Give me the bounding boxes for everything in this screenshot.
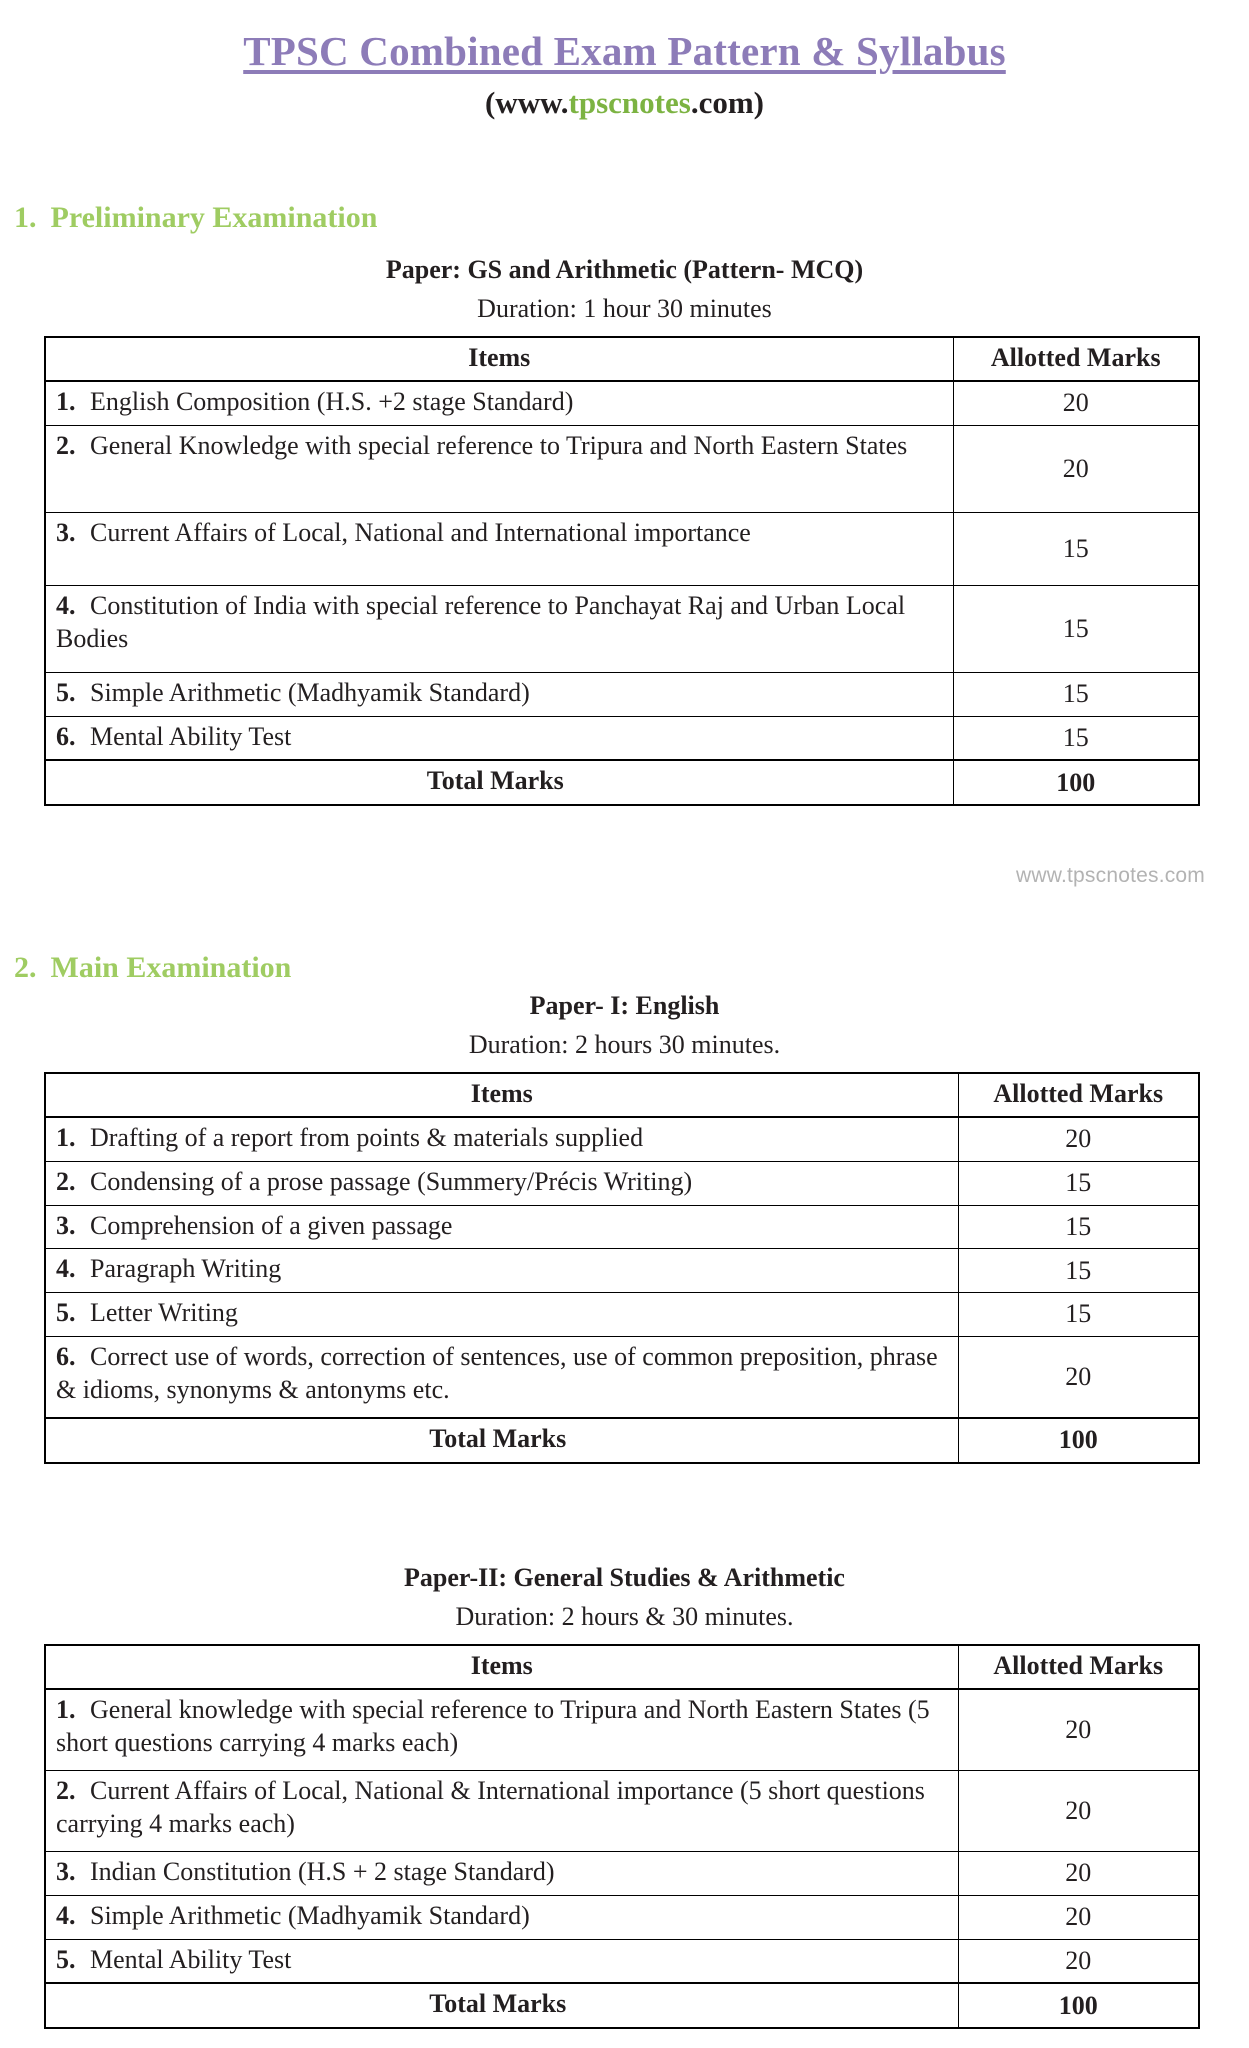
prelim-duration-line: Duration: 1 hour 30 minutes xyxy=(477,293,772,323)
marks-cell: 15 xyxy=(958,1205,1199,1249)
site-watermark: www.tpscnotes.com xyxy=(1016,864,1205,887)
marks-cell: 20 xyxy=(953,381,1199,425)
marks-cell: 15 xyxy=(953,512,1199,585)
column-header-items: Items xyxy=(45,1645,958,1689)
section-title-2: Main Examination xyxy=(50,951,292,984)
item-index: 5. xyxy=(56,677,76,707)
item-text: Current Affairs of Local, National and International importance xyxy=(90,517,751,547)
table-row xyxy=(45,1161,1199,1205)
item-text: General knowledge with special reference to Tripura and North Eastern States (5 short questions carrying 4 marks each) xyxy=(56,1695,930,1757)
marks-cell: 15 xyxy=(958,1161,1199,1205)
table-row xyxy=(45,585,1199,672)
item-text: Mental Ability Test xyxy=(90,1944,292,1974)
item-text: General Knowledge with special reference to Tripura and North Eastern States xyxy=(90,430,908,460)
item-index: 3. xyxy=(56,1210,76,1240)
item-text: English Composition (H.S. +2 stage Standard) xyxy=(90,387,574,416)
item-text: Mental Ability Test xyxy=(90,721,292,751)
marks-cell: 20 xyxy=(958,1336,1199,1418)
total-label-cell: Total Marks xyxy=(45,1983,958,2028)
item-cell xyxy=(45,1249,958,1293)
table-header-row xyxy=(45,337,1199,381)
table-row xyxy=(45,1117,1199,1161)
item-index: 2. xyxy=(56,430,76,460)
item-index: 4. xyxy=(56,590,76,620)
paper1-paper-line: Paper- I: English xyxy=(529,991,720,1020)
subtitle-open-paren: (www. xyxy=(485,85,569,121)
table-total-row xyxy=(45,1418,1199,1463)
site-subtitle xyxy=(0,75,1249,121)
paper2-paper-line: Paper-II: General Studies & Arithmetic xyxy=(404,1563,845,1592)
item-index: 5. xyxy=(56,1298,76,1327)
item-cell xyxy=(45,585,953,672)
item-cell xyxy=(45,1852,958,1896)
prelim-paper-line: Paper: GS and Arithmetic (Pattern- MCQ) xyxy=(385,255,864,284)
paper1-duration-line: Duration: 2 hours 30 minutes. xyxy=(468,1029,781,1059)
total-label-cell: Total Marks xyxy=(45,1418,958,1463)
table-row xyxy=(45,1895,1199,1939)
table-row xyxy=(45,1939,1199,1983)
paper1-marks-table xyxy=(44,1072,1200,1464)
total-marks-cell: 100 xyxy=(958,1983,1199,2028)
item-cell xyxy=(45,1205,958,1249)
column-header-items: Items xyxy=(45,337,953,381)
table-total-row xyxy=(45,760,1199,805)
item-cell xyxy=(45,1336,958,1418)
item-cell xyxy=(45,1689,958,1771)
section-title-1: Preliminary Examination xyxy=(50,201,378,234)
table-row xyxy=(45,672,1199,716)
total-marks-cell: 100 xyxy=(958,1418,1199,1463)
marks-cell: 20 xyxy=(953,425,1199,512)
paper2-caption xyxy=(0,1562,1249,1633)
item-cell xyxy=(45,1293,958,1337)
marks-cell: 15 xyxy=(953,716,1199,760)
table-row xyxy=(45,512,1199,585)
marks-cell: 20 xyxy=(958,1852,1199,1896)
total-label-cell: Total Marks xyxy=(45,760,953,805)
item-text: Indian Constitution (H.S + 2 stage Standard) xyxy=(90,1857,555,1886)
table-row xyxy=(45,1336,1199,1418)
item-index: 6. xyxy=(56,721,76,751)
item-text: Correct use of words, correction of sentences, use of common preposition, phrase & idioms, synonyms & antonyms etc. xyxy=(56,1341,938,1404)
table-header-row xyxy=(45,1645,1199,1689)
column-header-marks: Allotted Marks xyxy=(958,1645,1199,1689)
section-number-2: 2. xyxy=(14,951,37,984)
item-cell xyxy=(45,425,953,512)
table-row xyxy=(45,381,1199,425)
marks-cell: 15 xyxy=(958,1249,1199,1293)
column-header-marks: Allotted Marks xyxy=(953,337,1199,381)
item-text: Drafting of a report from points & materials supplied xyxy=(90,1123,644,1152)
marks-cell: 15 xyxy=(953,585,1199,672)
item-cell xyxy=(45,512,953,585)
item-cell xyxy=(45,1895,958,1939)
item-cell xyxy=(45,672,953,716)
item-index: 2. xyxy=(56,1166,76,1196)
item-cell xyxy=(45,1161,958,1205)
marks-cell: 20 xyxy=(958,1689,1199,1771)
item-text: Letter Writing xyxy=(90,1298,238,1327)
item-index: 4. xyxy=(56,1900,76,1930)
paper2-duration-line: Duration: 2 hours & 30 minutes. xyxy=(455,1601,794,1631)
table-row xyxy=(45,1771,1199,1852)
prelim-marks-table xyxy=(44,336,1200,806)
marks-cell: 20 xyxy=(958,1771,1199,1852)
table-row xyxy=(45,1293,1199,1337)
total-marks-cell: 100 xyxy=(953,760,1199,805)
item-cell xyxy=(45,1117,958,1161)
marks-cell: 15 xyxy=(953,672,1199,716)
item-index: 2. xyxy=(56,1776,76,1805)
marks-cell: 15 xyxy=(958,1293,1199,1337)
paper1-caption xyxy=(0,990,1249,1061)
section-number-1: 1. xyxy=(14,201,37,234)
item-text: Current Affairs of Local, National & International importance (5 short questions carrying 4 marks each) xyxy=(56,1776,925,1838)
item-text: Paragraph Writing xyxy=(90,1254,282,1284)
section-heading-main xyxy=(14,950,291,986)
paper2-marks-table xyxy=(44,1644,1200,2029)
table-total-row xyxy=(45,1983,1199,2028)
subtitle-brand: tpscnotes xyxy=(568,85,691,121)
page-title: TPSC Combined Exam Pattern & Syllabus xyxy=(243,28,1006,74)
item-cell xyxy=(45,381,953,425)
item-text: Condensing of a prose passage (Summery/Précis Writing) xyxy=(90,1166,693,1196)
item-index: 6. xyxy=(56,1341,76,1371)
item-index: 1. xyxy=(56,1123,76,1152)
table-row xyxy=(45,716,1199,760)
item-cell xyxy=(45,1771,958,1852)
item-index: 4. xyxy=(56,1254,76,1284)
item-index: 1. xyxy=(56,387,76,416)
marks-cell: 20 xyxy=(958,1939,1199,1983)
item-index: 3. xyxy=(56,517,76,547)
subtitle-close-paren: .com) xyxy=(690,85,764,121)
marks-cell: 20 xyxy=(958,1117,1199,1161)
item-index: 5. xyxy=(56,1944,76,1974)
column-header-marks: Allotted Marks xyxy=(958,1073,1199,1117)
item-cell xyxy=(45,716,953,760)
marks-cell: 20 xyxy=(958,1895,1199,1939)
table-row xyxy=(45,1249,1199,1293)
table-header-row xyxy=(45,1073,1199,1117)
table-row xyxy=(45,425,1199,512)
table-row xyxy=(45,1205,1199,1249)
prelim-caption xyxy=(0,254,1249,325)
column-header-items: Items xyxy=(45,1073,958,1117)
item-cell xyxy=(45,1939,958,1983)
section-heading-preliminary xyxy=(14,200,377,236)
item-index: 1. xyxy=(56,1695,76,1724)
table-row xyxy=(45,1689,1199,1771)
item-text: Comprehension of a given passage xyxy=(90,1210,453,1240)
item-index: 3. xyxy=(56,1857,76,1886)
item-text: Simple Arithmetic (Madhyamik Standard) xyxy=(90,1900,530,1930)
item-text: Simple Arithmetic (Madhyamik Standard) xyxy=(90,677,530,707)
item-text: Constitution of India with special reference to Panchayat Raj and Urban Local Bodies xyxy=(56,590,906,653)
table-row xyxy=(45,1852,1199,1896)
